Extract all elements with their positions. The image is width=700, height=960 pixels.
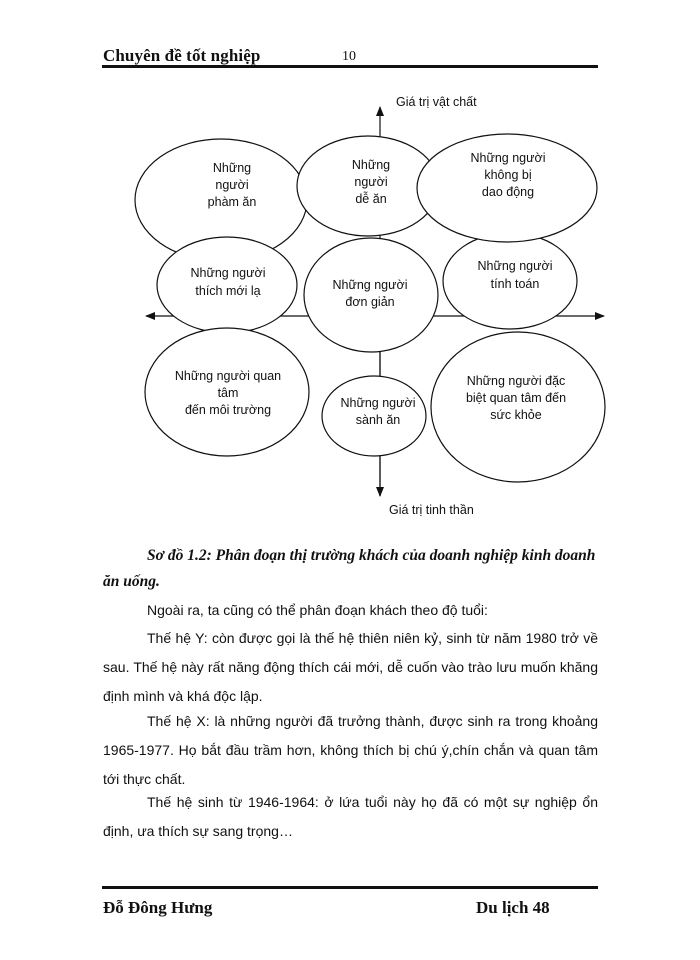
segment-0-line-1: người <box>215 178 249 192</box>
segment-3-line-1: thích mới lạ <box>195 284 261 298</box>
segment-2-line-1: không bị <box>484 168 532 182</box>
paragraph-generation-y: Thế hệ Y: còn được gọi là thế hệ thiên niên kỷ, sinh từ năm 1980 trở về sau. Thế hệ này rất năng động thích cái mới, dễ cuốn vào trào lưu muốn khăng định mình và khá độc lập. <box>103 630 598 704</box>
paragraph-age-intro: Ngoài ra, ta cũng có thể phân đoạn khách theo độ tuổi: <box>147 602 488 618</box>
segment-7-line-0: Những người <box>340 396 416 410</box>
ellipse-suc-khoe <box>431 332 605 482</box>
segment-4-line-1: đơn giản <box>345 295 395 309</box>
segment-1-line-1: người <box>354 175 388 189</box>
segment-8-line-2: sức khỏe <box>490 408 542 422</box>
header-page-number: 10 <box>342 49 356 64</box>
segment-1-line-0: Những <box>351 158 391 172</box>
footer-rule <box>102 886 598 889</box>
segment-8-line-0: Những người đặc <box>466 374 566 388</box>
segment-6-line-0: Những người quan <box>174 369 282 383</box>
segment-0-line-2: phàm ăn <box>207 195 257 209</box>
footer-class-label: Du lịch 48 <box>476 898 550 917</box>
paragraph-generation-1946: Thế hệ sinh từ 1946-1964: ở lứa tuổi này họ đã có một sự nghiệp ổn định, ưa thích sự sang trọng… <box>103 794 598 839</box>
segment-7-line-1: sành ăn <box>355 413 401 427</box>
diagram-caption: Sơ đồ 1.2: Phân đoạn thị trường khách của doanh nghiệp kinh doanh ăn uống. <box>103 547 596 590</box>
segment-6-line-2: đến môi trường <box>184 403 272 417</box>
segment-8-line-1: biệt quan tâm đến <box>465 391 567 405</box>
segment-3-line-0: Những người <box>190 266 266 280</box>
axis-label-spiritual: Giá trị tinh thần <box>389 503 474 517</box>
footer-author: Đỗ Đông Hưng <box>103 898 213 917</box>
header-title: Chuyên đề tốt nghiệp <box>103 46 261 65</box>
segment-6-line-1: tâm <box>217 386 239 400</box>
axis-label-material: Giá trị vật chất <box>396 95 477 109</box>
segment-5-line-1: tính toán <box>490 277 540 291</box>
segment-5-line-0: Những người <box>477 259 553 273</box>
segment-2-line-2: dao động <box>481 185 535 199</box>
segment-2-line-0: Những người <box>470 151 546 165</box>
segment-4-line-0: Những người <box>332 278 408 292</box>
segment-0-line-0: Những <box>212 161 252 175</box>
segment-1-line-2: dễ ăn <box>355 192 387 206</box>
paragraph-generation-x: Thế hệ X: là những người đã trưởng thành, được sinh ra trong khoảng 1965-1977. Họ bắt đầu trầm hơn, không thích bị chú ý,chín chắn và quan tâm tới thực chất. <box>103 713 598 787</box>
